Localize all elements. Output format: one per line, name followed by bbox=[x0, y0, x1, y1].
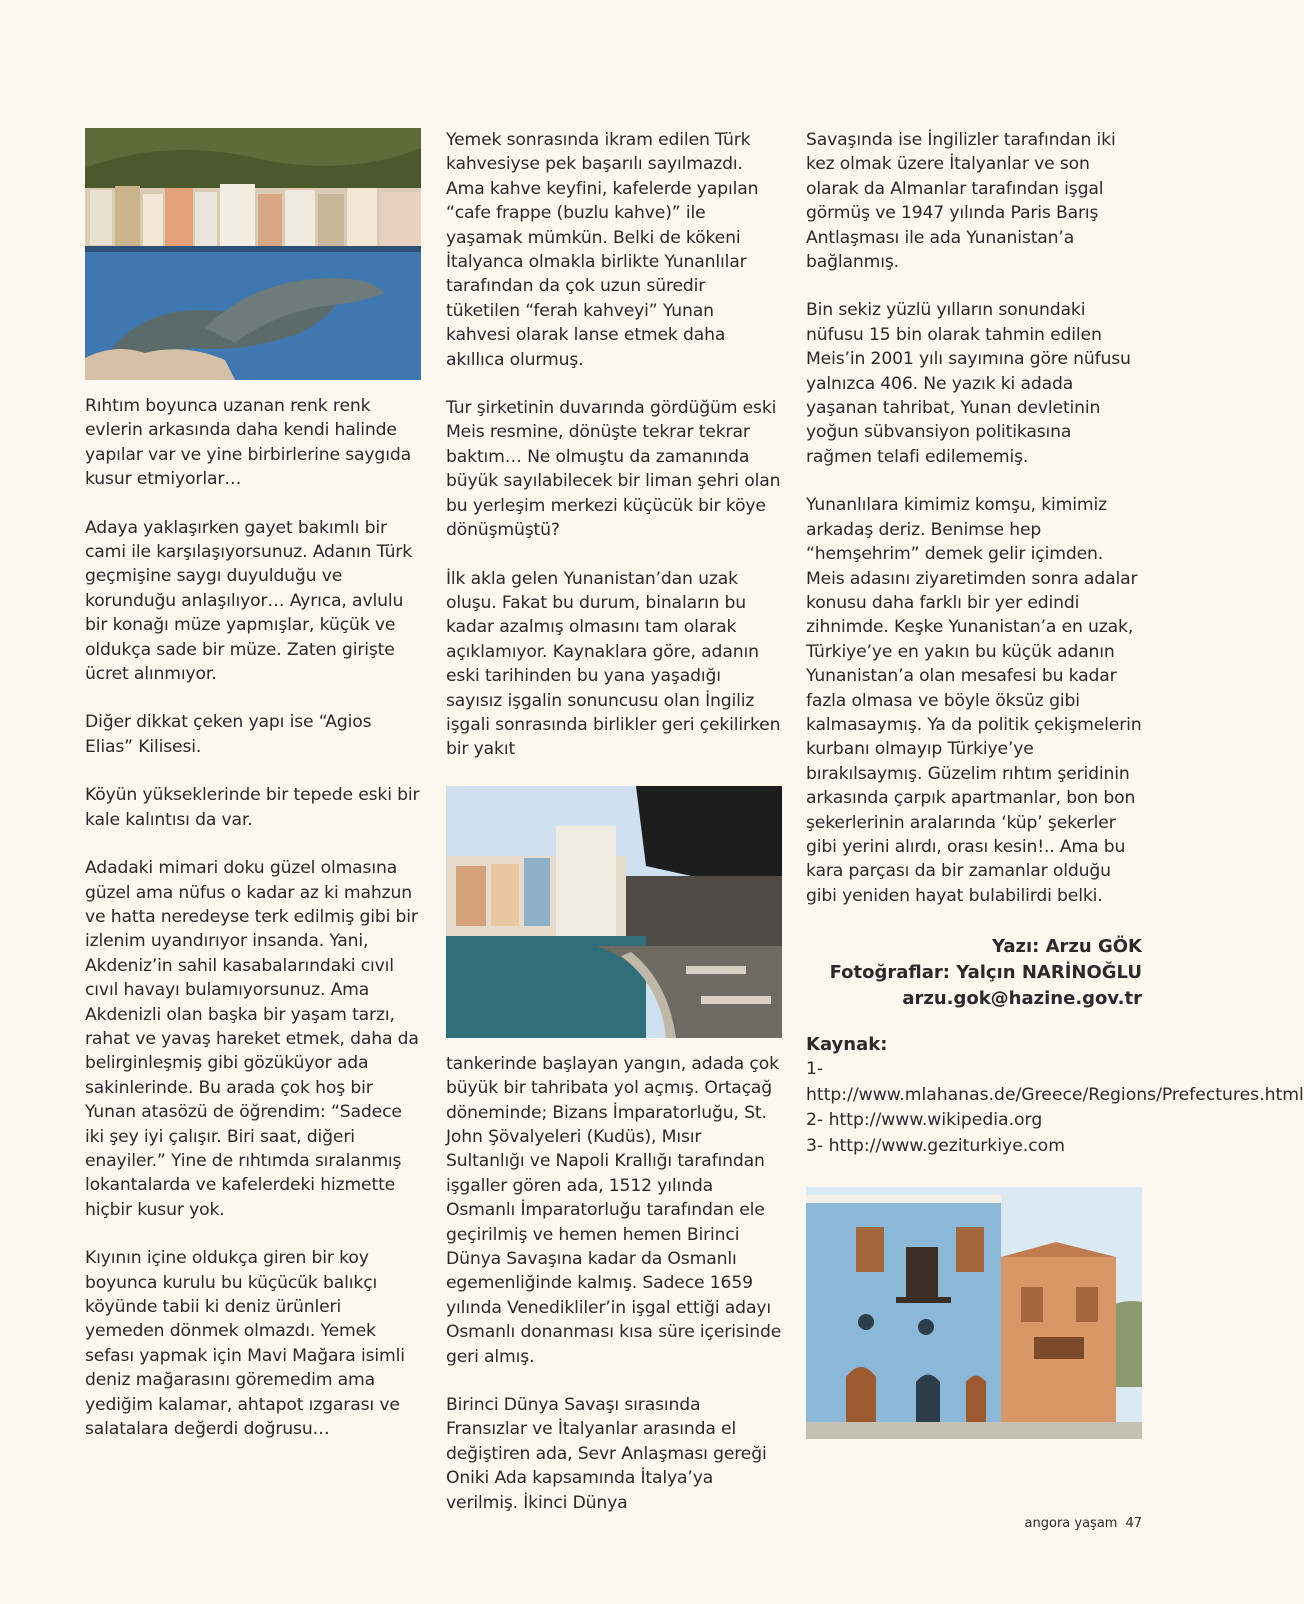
page-footer bbox=[1025, 1516, 1142, 1531]
blue-house-photo bbox=[806, 1187, 1142, 1439]
col1-paragraph: Rıhtım boyunca uzanan renk renk evlerin arkasında daha kendi halinde yapılar var ve yine birbirlerine saygıda kusur etmiyorlar… bbox=[85, 396, 411, 490]
source-item: 2- http://www.wikipedia.org bbox=[806, 1110, 1043, 1131]
col3-paragraph: Yunanlılara kimimiz komşu, kimimiz arkadaş deriz. Benimse hep “hemşehrim” demek gelir içimden. Meis adasını ziyaretimden sonra adalar konusu daha farklı bir yer edindi zihnimde. Keşke Yunanistan’a en uzak, Türkiye’ye en yakın bu küçük adanın Yunanistan’a olan mesafesi bu kadar fazla olmasa ve böyle öksüz gibi kalmasaymış. Ya da politik çekişmelerin kurbanı olmayıp Türkiye’ye bırakılsaymış. Güzelim rıhtım şeridinin arkasında çarpık apartmanlar, bon bon şekerlerinin aralarında ‘küp’ şekerler gibi yerini alırdı, orası kesin!.. Ama bu kara parçası da bir zamanlar olduğu gibi yeniden hayat bulabilirdi belki. bbox=[806, 495, 1142, 906]
col1-paragraph: Adadaki mimari doku güzel olmasına güzel ama nüfus o kadar az ki mahzun ve hatta neredeyse terk edilmiş gibi bir izlenim uyandırıyor insanda. Yani, Akdeniz’in sahil kasabalarındaki cıvıl cıvıl havayı bulamıyorsunuz. Ama Akdenizli olan başka bir yaşam tarzı, rahat ve yavaş hareket etmek, daha da belirginleşmiş gibi gözüküyor ada sakinlerinde. Bu arada çok hoş bir Yunan atasözü de öğrendim: “Sadece iki şey iyi çalışır. Biri saat, diğeri enayiler.” Yine de rıhtımda sıralanmış lokantalarda ve kafelerdeki hizmette hiçbir kusur yok. bbox=[85, 858, 419, 1220]
col1-paragraph: Adaya yaklaşırken gayet bakımlı bir cami ile karşılaşıyorsunuz. Adanın Türk geçmişine saygı duyulduğu ve korunduğu anlaşılıyor… Ayrıca, avlulu bir konağı müze yapmışlar, küçük ve oldukça sade bir müze. Zaten girişte ücret alınmıyor. bbox=[85, 517, 413, 685]
col2-paragraph: İlk akla gelen Yunanistan’dan uzak oluşu. Fakat bu durum, binaların bu kadar azalmış olmasını tam olarak açıklamıyor. Kaynaklara göre, adanın eski tarihinden bu yana yaşadığı sayısız işgalin sonuncusu olan İngiliz işgali sonrasında birlikler geri çekilirken bir yakıt bbox=[446, 568, 781, 760]
col2-paragraph: Yemek sonrasında ikram edilen Türk kahvesiyse pek başarılı sayılmazdı. Ama kahve keyfini, kafelerde yapılan “cafe frappe (buzlu kahve)” ile yaşamak mümkün. Belki de kökeni İtalyanca olmakla birlikte Yunanlılar tarafından da çok uzun süredir tüketilen “ferah kahveyi” Yunan kahvesi olarak lanse etmek daha akıllıca olurmuş. bbox=[446, 130, 759, 370]
source-item: 1- http://www.mlahanas.de/Greece/Regions/Prefectures.html bbox=[806, 1059, 1304, 1105]
col3-paragraph: Savaşında ise İngilizler tarafından iki kez olmak üzere İtalyanlar ve son olarak da Almanlar tarafından işgal görmüş ve 1947 yılında Paris Barış Antlaşması ile ada Yunanistan’a bağlanmış. bbox=[806, 130, 1116, 273]
waterfront-cafe-photo bbox=[446, 786, 782, 1038]
cafe-photo-illustration bbox=[446, 786, 782, 1038]
author-email: arzu.gok@hazine.gov.tr bbox=[902, 988, 1142, 1010]
sources bbox=[806, 1034, 1304, 1159]
column-1 bbox=[85, 128, 421, 1465]
col2-paragraph: Tur şirketinin duvarında gördüğüm eski Meis resmine, dönüşte tekrar tekrar baktım… Ne olmuştu da zamanında büyük sayılabilecek bir liman şehri olan bu yerleşim merkezi küçücük bir köye dönüşmüştü? bbox=[446, 398, 781, 541]
blue-house-illustration bbox=[806, 1187, 1142, 1439]
sources-heading: Kaynak: bbox=[806, 1034, 888, 1056]
source-item: 3- http://www.geziturkiye.com bbox=[806, 1135, 1065, 1156]
column-2 bbox=[446, 128, 782, 1539]
col2-paragraph: tankerinde başlayan yangın, adada çok büyük bir tahribata yol açmış. Ortaçağ döneminde; Bizans İmparatorluğu, St. John Şövalyeleri (Kudüs), Mısır Sultanlığı ve Napoli Krallığı tarafından işgaller gören ada, 1512 yılında Osmanlı İmparatorluğu tarafından ele geçirilmiş ve hemen hemen Birinci Dünya Savaşına kadar da Osmanlı egemenliğinde kalmış. Sadece 1659 yılında Venedikliler’in işgal ettiği adayı Osmanlı donanması kısa süre içerisinde geri almış. bbox=[446, 1053, 782, 1367]
col3-paragraph: Bin sekiz yüzlü yılların sonundaki nüfusu 15 bin olarak tahmin edilen Meis’in 2001 yılı sayımına göre nüfusu yalnızca 406. Ne yazık ki adada yaşanan tahribat, Yunan devletinin yoğun sübvansiyon politikasına rağmen telafi edilememiş. bbox=[806, 300, 1131, 467]
photo-credit: Fotoğraflar: Yalçın NARİNOĞLU bbox=[829, 962, 1142, 984]
magazine-name: angora yaşam bbox=[1024, 1516, 1118, 1531]
harbor-photo-illustration bbox=[85, 128, 421, 380]
page-number: 47 bbox=[1125, 1516, 1142, 1531]
col1-paragraph: Kıyının içine oldukça giren bir koy boyunca kurulu bu küçücük balıkçı köyünde tabii ki deniz ürünleri yemeden dönmek olmazdı. Yemek sefası yapmak için Mavi Mağara isimli deniz mağarasını göremedim ama yediğim kalamar, ahtapot ızgarası ve salatalara değerdi doğrusu… bbox=[85, 1248, 405, 1440]
credits bbox=[806, 934, 1142, 1012]
col1-paragraph: Köyün yükseklerinde bir tepede eski bir kale kalıntısı da var. bbox=[85, 785, 420, 830]
col1-paragraph: Diğer dikkat çeken yapı ise “Agios Elias” Kilisesi. bbox=[85, 712, 372, 757]
column-3 bbox=[806, 128, 1304, 1453]
col2-paragraph: Birinci Dünya Savaşı sırasında Fransızlar ve İtalyanlar arasında el değiştiren ada, Sevr Anlaşması gereği Oniki Ada kapsamında İtalya’ya verilmiş. İkinci Dünya bbox=[446, 1395, 767, 1513]
author-credit: Yazı: Arzu GÖK bbox=[991, 936, 1142, 958]
dolphin-statue-harbor-photo bbox=[85, 128, 421, 380]
